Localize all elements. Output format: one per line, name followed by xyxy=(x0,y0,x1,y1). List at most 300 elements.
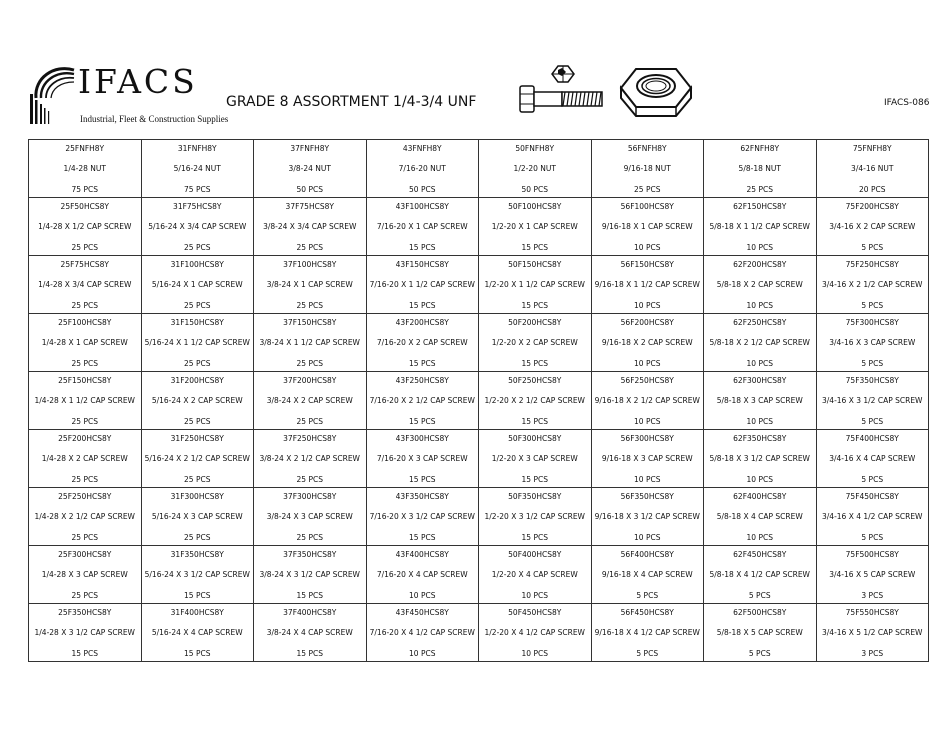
part-cell-content xyxy=(817,141,929,197)
part-quantity: 10 PCS xyxy=(634,474,661,484)
part-quantity: 15 PCS xyxy=(521,532,548,542)
part-description: 7/16-20 X 2 1/2 CAP SCREW xyxy=(369,396,475,405)
part-cell-content xyxy=(29,199,141,255)
part-cell xyxy=(704,430,817,488)
table-row xyxy=(29,256,929,314)
part-cell xyxy=(591,372,704,430)
table-row xyxy=(29,140,929,198)
part-cell-content xyxy=(704,605,816,661)
part-number: 43FNFH8Y xyxy=(402,143,442,153)
part-cell-content xyxy=(479,431,591,487)
part-cell-content xyxy=(704,373,816,429)
part-number: 75F200HCS8Y xyxy=(845,201,899,211)
part-cell xyxy=(704,546,817,604)
assortment-table xyxy=(28,139,929,662)
part-cell-content xyxy=(29,547,141,603)
table-row xyxy=(29,604,929,662)
part-quantity: 50 PCS xyxy=(521,184,548,194)
part-quantity: 25 PCS xyxy=(296,300,323,310)
part-quantity: 15 PCS xyxy=(184,648,211,658)
part-cell-content xyxy=(817,373,929,429)
part-description: 3/4-16 X 2 1/2 CAP SCREW xyxy=(822,280,923,289)
part-cell xyxy=(816,198,929,256)
part-quantity: 15 PCS xyxy=(184,590,211,600)
part-number: 37F350HCS8Y xyxy=(283,549,337,559)
part-number: 25F75HCS8Y xyxy=(60,259,109,269)
part-cell xyxy=(591,430,704,488)
part-number: 31F75HCS8Y xyxy=(173,201,222,211)
part-number: 43F300HCS8Y xyxy=(395,433,449,443)
part-quantity: 5 PCS xyxy=(748,648,771,658)
part-number: 25F250HCS8Y xyxy=(58,491,112,501)
part-cell-content xyxy=(479,141,591,197)
part-cell xyxy=(254,430,367,488)
part-number: 31FNFH8Y xyxy=(177,143,217,153)
part-cell xyxy=(29,604,142,662)
part-quantity: 20 PCS xyxy=(859,184,886,194)
part-quantity: 10 PCS xyxy=(746,532,773,542)
part-number: 62F500HCS8Y xyxy=(733,607,787,617)
part-number: 31F100HCS8Y xyxy=(170,259,224,269)
part-quantity: 25 PCS xyxy=(71,358,98,368)
part-cell xyxy=(254,604,367,662)
part-number: 62F400HCS8Y xyxy=(733,491,787,501)
part-description: 1/2-20 X 4 1/2 CAP SCREW xyxy=(484,628,585,637)
part-description: 1/2-20 X 4 CAP SCREW xyxy=(491,570,578,579)
part-description: 3/8-24 X 3/4 CAP SCREW xyxy=(263,222,357,231)
brand-tagline: Industrial, Fleet & Construction Supplies xyxy=(80,114,229,124)
brand-name: IFACS xyxy=(78,62,198,101)
part-description: 1/2-20 X 3 CAP SCREW xyxy=(491,454,578,463)
part-cell-content xyxy=(479,315,591,371)
part-cell-content xyxy=(29,431,141,487)
part-quantity: 5 PCS xyxy=(861,532,884,542)
part-number: 50F400HCS8Y xyxy=(508,549,562,559)
part-number: 25F300HCS8Y xyxy=(58,549,112,559)
part-number: 56F400HCS8Y xyxy=(620,549,674,559)
part-quantity: 15 PCS xyxy=(521,474,548,484)
part-quantity: 3 PCS xyxy=(861,648,884,658)
part-quantity: 3 PCS xyxy=(861,590,884,600)
part-cell-content xyxy=(479,547,591,603)
part-number: 37F250HCS8Y xyxy=(283,433,337,443)
part-description: 5/8-18 X 1 1/2 CAP SCREW xyxy=(709,222,810,231)
part-number: 62F450HCS8Y xyxy=(733,549,787,559)
part-cell-content xyxy=(817,547,929,603)
part-description: 5/8-18 X 2 CAP SCREW xyxy=(716,280,803,289)
table-row xyxy=(29,546,929,604)
part-number: 43F200HCS8Y xyxy=(395,317,449,327)
part-cell xyxy=(254,314,367,372)
part-cell xyxy=(366,140,479,198)
part-number: 37FNFH8Y xyxy=(290,143,330,153)
part-description: 3/8-24 X 1 CAP SCREW xyxy=(266,280,353,289)
part-number: 37F200HCS8Y xyxy=(283,375,337,385)
part-cell-content xyxy=(479,489,591,545)
part-cell-content xyxy=(704,431,816,487)
part-number: 50F450HCS8Y xyxy=(508,607,562,617)
part-description: 3/4-16 X 2 CAP SCREW xyxy=(829,222,916,231)
part-number: 50F300HCS8Y xyxy=(508,433,562,443)
part-quantity: 5 PCS xyxy=(861,474,884,484)
part-description: 1/4-28 X 1 1/2 CAP SCREW xyxy=(34,396,135,405)
part-number: 75F350HCS8Y xyxy=(845,375,899,385)
part-cell xyxy=(479,198,592,256)
part-cell-content xyxy=(592,257,704,313)
part-cell xyxy=(591,488,704,546)
part-cell-content xyxy=(704,199,816,255)
part-cell-content xyxy=(254,547,366,603)
part-cell xyxy=(591,198,704,256)
part-cell-content xyxy=(29,315,141,371)
part-quantity: 25 PCS xyxy=(71,242,98,252)
part-cell xyxy=(816,372,929,430)
part-quantity: 5 PCS xyxy=(861,416,884,426)
part-description: 5/8-18 X 5 CAP SCREW xyxy=(716,628,803,637)
part-cell xyxy=(816,140,929,198)
part-description: 7/16-20 X 1 1/2 CAP SCREW xyxy=(369,280,475,289)
part-quantity: 5 PCS xyxy=(861,358,884,368)
part-quantity: 5 PCS xyxy=(748,590,771,600)
part-cell-content xyxy=(29,257,141,313)
part-cell-content xyxy=(592,431,704,487)
part-cell-content xyxy=(817,199,929,255)
part-description: 5/8-18 X 4 CAP SCREW xyxy=(716,512,803,521)
part-number: 75FNFH8Y xyxy=(852,143,892,153)
part-quantity: 25 PCS xyxy=(184,532,211,542)
part-description: 9/16-18 X 2 1/2 CAP SCREW xyxy=(594,396,700,405)
part-cell xyxy=(254,488,367,546)
part-quantity: 25 PCS xyxy=(296,242,323,252)
part-cell-content xyxy=(704,489,816,545)
part-description: 9/16-18 X 1 1/2 CAP SCREW xyxy=(594,280,700,289)
part-number: 25F50HCS8Y xyxy=(60,201,109,211)
part-quantity: 50 PCS xyxy=(409,184,436,194)
part-description: 5/16-24 X 3 1/2 CAP SCREW xyxy=(144,570,250,579)
part-number: 50F250HCS8Y xyxy=(508,375,562,385)
part-cell-content xyxy=(367,199,479,255)
part-description: 7/16-20 X 2 CAP SCREW xyxy=(376,338,468,347)
part-description: 1/4-28 X 1 CAP SCREW xyxy=(41,338,128,347)
part-number: 37F400HCS8Y xyxy=(283,607,337,617)
part-number: 43F450HCS8Y xyxy=(395,607,449,617)
part-description: 3/8-24 X 3 CAP SCREW xyxy=(266,512,353,521)
table-row xyxy=(29,488,929,546)
part-cell xyxy=(366,488,479,546)
part-description: 7/16-20 NUT xyxy=(398,164,446,173)
part-number: 43F400HCS8Y xyxy=(395,549,449,559)
part-quantity: 15 PCS xyxy=(521,358,548,368)
part-number: 37F150HCS8Y xyxy=(283,317,337,327)
part-quantity: 25 PCS xyxy=(184,474,211,484)
part-cell-content xyxy=(704,257,816,313)
part-cell xyxy=(816,546,929,604)
part-cell-content xyxy=(704,141,816,197)
part-cell-content xyxy=(142,489,254,545)
part-cell-content xyxy=(254,373,366,429)
part-cell-content xyxy=(367,605,479,661)
part-cell xyxy=(591,546,704,604)
part-number: 31F300HCS8Y xyxy=(170,491,224,501)
part-cell xyxy=(816,314,929,372)
part-cell xyxy=(254,372,367,430)
part-number: 75F250HCS8Y xyxy=(845,259,899,269)
part-number: 62FNFH8Y xyxy=(740,143,780,153)
part-quantity: 5 PCS xyxy=(636,648,659,658)
part-description: 1/4-28 X 3 CAP SCREW xyxy=(41,570,128,579)
part-quantity: 25 PCS xyxy=(296,474,323,484)
part-description: 3/4-16 X 3 CAP SCREW xyxy=(829,338,916,347)
part-number: 43F250HCS8Y xyxy=(395,375,449,385)
part-cell xyxy=(704,256,817,314)
part-cell xyxy=(141,488,254,546)
part-description: 1/4-28 X 2 1/2 CAP SCREW xyxy=(34,512,135,521)
part-quantity: 15 PCS xyxy=(409,358,436,368)
part-cell xyxy=(29,256,142,314)
part-description: 5/8-18 X 3 1/2 CAP SCREW xyxy=(709,454,810,463)
part-number: 75F400HCS8Y xyxy=(845,433,899,443)
table-row xyxy=(29,198,929,256)
part-quantity: 5 PCS xyxy=(861,300,884,310)
part-description: 1/4-28 NUT xyxy=(63,164,106,173)
part-cell-content xyxy=(817,489,929,545)
part-cell-content xyxy=(254,141,366,197)
part-number: 43F100HCS8Y xyxy=(395,201,449,211)
part-quantity: 15 PCS xyxy=(521,242,548,252)
part-quantity: 15 PCS xyxy=(296,648,323,658)
part-cell xyxy=(141,546,254,604)
part-number: 31F250HCS8Y xyxy=(170,433,224,443)
part-cell xyxy=(366,198,479,256)
part-description: 5/16-24 X 1 CAP SCREW xyxy=(151,280,243,289)
part-cell-content xyxy=(817,605,929,661)
part-cell xyxy=(141,256,254,314)
part-cell-content xyxy=(254,199,366,255)
part-cell-content xyxy=(142,257,254,313)
part-cell-content xyxy=(817,257,929,313)
part-description: 7/16-20 X 3 CAP SCREW xyxy=(376,454,468,463)
part-quantity: 25 PCS xyxy=(184,358,211,368)
part-description: 3/8-24 X 2 CAP SCREW xyxy=(266,396,353,405)
table-row xyxy=(29,430,929,488)
part-quantity: 5 PCS xyxy=(636,590,659,600)
part-number: 37F75HCS8Y xyxy=(285,201,334,211)
part-quantity: 25 PCS xyxy=(746,184,773,194)
part-description: 3/8-24 X 3 1/2 CAP SCREW xyxy=(259,570,360,579)
part-cell-content xyxy=(479,373,591,429)
part-number: 50F200HCS8Y xyxy=(508,317,562,327)
part-description: 1/4-28 X 3/4 CAP SCREW xyxy=(38,280,132,289)
part-cell-content xyxy=(592,315,704,371)
part-quantity: 10 PCS xyxy=(634,532,661,542)
part-cell xyxy=(591,314,704,372)
part-cell-content xyxy=(254,431,366,487)
part-number: 31F200HCS8Y xyxy=(170,375,224,385)
part-cell-content xyxy=(254,605,366,661)
part-quantity: 10 PCS xyxy=(409,590,436,600)
part-cell xyxy=(29,140,142,198)
part-description: 5/16-24 X 1 1/2 CAP SCREW xyxy=(144,338,250,347)
part-description: 3/4-16 NUT xyxy=(851,164,894,173)
part-number: 62F300HCS8Y xyxy=(733,375,787,385)
part-cell-content xyxy=(367,547,479,603)
part-number: 56FNFH8Y xyxy=(627,143,667,153)
part-description: 9/16-18 X 1 CAP SCREW xyxy=(601,222,693,231)
part-cell-content xyxy=(29,141,141,197)
part-number: 25FNFH8Y xyxy=(65,143,105,153)
part-cell-content xyxy=(142,199,254,255)
part-quantity: 10 PCS xyxy=(746,358,773,368)
part-cell-content xyxy=(479,605,591,661)
part-quantity: 15 PCS xyxy=(409,416,436,426)
part-description: 3/4-16 X 3 1/2 CAP SCREW xyxy=(822,396,923,405)
part-quantity: 10 PCS xyxy=(746,416,773,426)
part-quantity: 10 PCS xyxy=(634,300,661,310)
part-quantity: 15 PCS xyxy=(71,648,98,658)
part-cell xyxy=(704,488,817,546)
part-cell xyxy=(141,430,254,488)
part-number: 37F100HCS8Y xyxy=(283,259,337,269)
part-number: 37F300HCS8Y xyxy=(283,491,337,501)
part-quantity: 25 PCS xyxy=(296,416,323,426)
part-description: 1/2-20 X 2 CAP SCREW xyxy=(491,338,578,347)
part-description: 7/16-20 X 4 1/2 CAP SCREW xyxy=(369,628,475,637)
part-cell xyxy=(29,198,142,256)
part-cell xyxy=(479,488,592,546)
part-cell xyxy=(254,198,367,256)
hex-nut-icon xyxy=(618,66,694,118)
part-cell xyxy=(254,546,367,604)
part-description: 1/2-20 X 2 1/2 CAP SCREW xyxy=(484,396,585,405)
part-cell xyxy=(591,256,704,314)
part-cell xyxy=(704,314,817,372)
part-number: 62F250HCS8Y xyxy=(733,317,787,327)
part-number: 25F350HCS8Y xyxy=(58,607,112,617)
part-quantity: 15 PCS xyxy=(409,242,436,252)
part-description: 5/16-24 X 4 CAP SCREW xyxy=(151,628,243,637)
part-cell-content xyxy=(367,257,479,313)
part-description: 1/4-28 X 1/2 CAP SCREW xyxy=(38,222,132,231)
part-quantity: 25 PCS xyxy=(184,416,211,426)
part-number: 31F350HCS8Y xyxy=(170,549,224,559)
part-quantity: 50 PCS xyxy=(296,184,323,194)
part-description: 7/16-20 X 1 CAP SCREW xyxy=(376,222,468,231)
part-cell xyxy=(479,604,592,662)
part-description: 3/4-16 X 4 1/2 CAP SCREW xyxy=(822,512,923,521)
part-quantity: 10 PCS xyxy=(521,590,548,600)
part-quantity: 75 PCS xyxy=(71,184,98,194)
part-quantity: 15 PCS xyxy=(521,416,548,426)
part-cell xyxy=(366,546,479,604)
part-number: 25F200HCS8Y xyxy=(58,433,112,443)
part-cell-content xyxy=(367,141,479,197)
part-quantity: 25 PCS xyxy=(296,532,323,542)
part-number: 75F500HCS8Y xyxy=(845,549,899,559)
part-cell-content xyxy=(254,257,366,313)
part-description: 9/16-18 X 2 CAP SCREW xyxy=(601,338,693,347)
part-description: 1/4-28 X 2 CAP SCREW xyxy=(41,454,128,463)
part-cell-content xyxy=(142,605,254,661)
part-cell-content xyxy=(142,431,254,487)
part-cell xyxy=(141,372,254,430)
part-quantity: 5 PCS xyxy=(861,242,884,252)
ifacs-logo xyxy=(28,62,229,130)
part-description: 1/2-20 X 1 1/2 CAP SCREW xyxy=(484,280,585,289)
part-cell-content xyxy=(367,431,479,487)
part-quantity: 25 PCS xyxy=(71,474,98,484)
part-cell-content xyxy=(367,489,479,545)
part-cell-content xyxy=(817,315,929,371)
part-cell xyxy=(29,430,142,488)
part-cell xyxy=(704,140,817,198)
part-quantity: 25 PCS xyxy=(71,416,98,426)
part-cell xyxy=(366,430,479,488)
part-description: 9/16-18 X 4 1/2 CAP SCREW xyxy=(594,628,700,637)
part-description: 3/8-24 X 2 1/2 CAP SCREW xyxy=(259,454,360,463)
part-cell xyxy=(366,372,479,430)
part-quantity: 10 PCS xyxy=(634,358,661,368)
part-cell xyxy=(29,314,142,372)
part-cell-content xyxy=(592,605,704,661)
part-number: 43F350HCS8Y xyxy=(395,491,449,501)
part-quantity: 10 PCS xyxy=(746,242,773,252)
part-description: 5/16-24 X 3/4 CAP SCREW xyxy=(148,222,247,231)
part-cell xyxy=(366,256,479,314)
part-quantity: 10 PCS xyxy=(634,242,661,252)
part-quantity: 25 PCS xyxy=(184,242,211,252)
hex-bolt-icon xyxy=(516,64,608,120)
part-description: 9/16-18 NUT xyxy=(623,164,671,173)
part-cell xyxy=(479,140,592,198)
part-quantity: 25 PCS xyxy=(634,184,661,194)
part-cell xyxy=(29,372,142,430)
part-description: 7/16-20 X 3 1/2 CAP SCREW xyxy=(369,512,475,521)
part-quantity: 10 PCS xyxy=(634,416,661,426)
part-number: 56F150HCS8Y xyxy=(620,259,674,269)
part-description: 5/8-18 NUT xyxy=(738,164,781,173)
document-id: IFACS-086 xyxy=(884,98,930,108)
part-cell xyxy=(816,488,929,546)
part-cell xyxy=(29,546,142,604)
part-cell xyxy=(141,314,254,372)
part-cell xyxy=(254,256,367,314)
part-description: 5/16-24 NUT xyxy=(173,164,221,173)
part-number: 50F350HCS8Y xyxy=(508,491,562,501)
part-cell-content xyxy=(367,373,479,429)
part-number: 56F450HCS8Y xyxy=(620,607,674,617)
part-cell-content xyxy=(29,489,141,545)
part-number: 56F200HCS8Y xyxy=(620,317,674,327)
part-cell xyxy=(254,140,367,198)
part-quantity: 15 PCS xyxy=(409,474,436,484)
part-quantity: 25 PCS xyxy=(296,358,323,368)
table-row xyxy=(29,372,929,430)
part-description: 3/4-16 X 5 1/2 CAP SCREW xyxy=(822,628,923,637)
part-number: 62F200HCS8Y xyxy=(733,259,787,269)
part-number: 75F550HCS8Y xyxy=(845,607,899,617)
part-number: 56F300HCS8Y xyxy=(620,433,674,443)
part-cell-content xyxy=(592,547,704,603)
part-quantity: 25 PCS xyxy=(71,532,98,542)
part-cell xyxy=(366,314,479,372)
part-number: 50FNFH8Y xyxy=(515,143,555,153)
part-description: 5/8-18 X 4 1/2 CAP SCREW xyxy=(709,570,810,579)
part-description: 3/8-24 X 1 1/2 CAP SCREW xyxy=(259,338,360,347)
part-quantity: 15 PCS xyxy=(409,532,436,542)
part-cell xyxy=(141,140,254,198)
part-cell xyxy=(816,604,929,662)
part-description: 9/16-18 X 3 1/2 CAP SCREW xyxy=(594,512,700,521)
